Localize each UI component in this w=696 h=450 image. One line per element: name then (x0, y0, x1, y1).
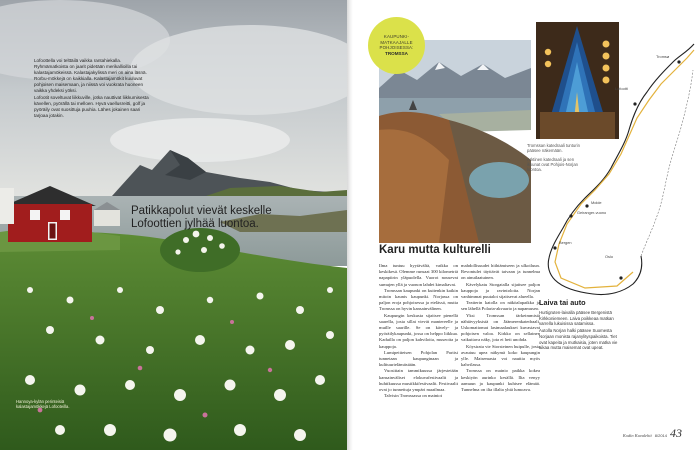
sidebar-paragraph: Hurtigruten-laivalla pääsee Bergenistä Kirkkoniemeen. Laiva poikkeaa matkan varrella lukuisissa satamissa. (539, 310, 614, 327)
photo-caption: Hannoya-kylän perinteisiä kalastajamökkejä Lofooteilla. (16, 399, 70, 409)
article-paragraph: Ilma tuntuu hyytävältä, vaikka on keskikesä. Olemme runsaat 300 kilometriä napapiirin yläpuolella. Vuorot nousevat sumujen yllä ja vuonon lahdet kimaltavat. (379, 263, 458, 287)
article-paragraph: Tromssan kaupunki on kuitenkin kaikin mitoin kaunis kaupunki. Norjassa on paljon eroja pohjoisessa ja etelässä, mutta Tromssa on hyvin kansainvälinen. (379, 287, 458, 312)
city-dot (633, 102, 636, 105)
footer-issue: 8/2014 (654, 433, 667, 438)
city-badge (368, 17, 425, 74)
badge-line: POHJOISESSA: (379, 45, 414, 51)
article-paragraph: Talvisin Tromssassa on mainiot (384, 393, 442, 399)
sidebar-title: Laiva tai auto (539, 298, 586, 307)
article-paragraph: Kävelykatu Storgatalla sijaitsee paljon kauppoja ja ravintoloita. Norjan vanhimmat puutalot sijaitsevat alueella. (461, 281, 540, 300)
city-dot (569, 214, 572, 217)
sidebar-paragraph: Autolla Norjan halki pääsee Suomesta Norjaan monista rajanylityspaikoista. Tiet ovat kapeita ja mutkaisia, joten matka vie aikaa mutta maisemat ovat upeat. (539, 328, 618, 351)
intro-text (34, 58, 152, 119)
city-dot (553, 246, 556, 249)
city-dot (677, 60, 680, 63)
map-label-bergen: Bergen (559, 240, 572, 245)
article-paragraph: Yksi Tromssan tärkeimmistä nähtävyyksistä on Jäämerenkatedraali. Uskomattomat lasimaalaukset kuvastavat pohjoisen valoa. Kirkko on sellainen vaikuttava näky, jota ei heti unohda. (461, 312, 540, 343)
map-label-oslo: Oslo (605, 254, 613, 259)
sidebar-text (539, 310, 625, 351)
article-paragraph: Tromssa on mainio paikka kokea keskiyön aurinko kesällä. Ilta venyy aamuun ja kaupunki kuhisee elämää. Tunnelma on ilta illalta yhtä lumoava. (461, 368, 540, 393)
article-paragraph: Lumipeitteisen Pohjolan Pariisi tunnetaan kaupunginaan ja kulttuurielämästään. (379, 349, 458, 368)
article-column-1 (379, 263, 458, 399)
flower-bush (160, 228, 240, 272)
section-title: Karu mutta kulturelli (379, 244, 491, 256)
intro-paragraph: Rorbu-mökkejä on kaikkialla. Kalastajamökit kuuluvat pohjoisen maisemaan, ja niissä voi vuokrata huoneen vaikka yhdeksi yöksi. (34, 76, 144, 94)
left-page (0, 0, 347, 450)
caption-paragraph: Tromssan katedraali tunturin pääsee näkemään. (527, 143, 580, 153)
badge-line: KAUPUNKI- (383, 34, 410, 40)
badge-line: MATKAAJALLE (380, 39, 413, 45)
norway-map (537, 40, 696, 330)
badge-city: TROMSSA (385, 50, 408, 56)
page-number: 43 (670, 426, 682, 440)
article-paragraph: mahdollisuudet hiihtämiseen ja ulkoiluun. Revontulet täyttävät taivaan ja tunnelma on ainutlaatuinen. (461, 263, 540, 281)
map-label-molde: Molde (591, 200, 602, 205)
map-label-tromso: Tromsø (656, 54, 670, 59)
map-label-lofoten: Lofootit (615, 86, 628, 91)
city-dot (585, 204, 588, 207)
city-dot (619, 276, 622, 279)
travel-sidebar (539, 298, 625, 351)
article-paragraph: Vuosittain tammikuussa järjestetään kansainväliset elokuvafestivaalit ja huhtikuussa musiikkifestivaalit. Festivaalit ovat jo tunnettuja ympäri maailmaa. (379, 368, 458, 393)
article-paragraph: Köysirata vie Storsteinen huipulle, josta avautuu upea näkymä koko kaupungin ylle. Maisemasta voi nauttia myös kahvilassa. (461, 343, 540, 368)
article-paragraph: Teatterin katolla on näköalapaikka ja sen lähellä Polaria-akvaario ja napamuseo. (461, 300, 540, 312)
caption-paragraph: Arktinen katedraali ja sen ikkunat ovat Pohjois-Norjan luontoa. (527, 157, 578, 172)
page-footer (623, 426, 682, 441)
intro-paragraph: Lofoottella voi telttäilä vaikka rantahiekalla. Ryhmämatkoista on jaarit pidetään merikallioilla tai kalastajamökeissä. Kalastajakylissä meri on aina läsnä. (34, 58, 147, 76)
right-page (353, 0, 696, 450)
article-paragraph: Kaupungin keskusta sijaitsee pienellä saarella, josta sillat vievät mantereelle ja muille saarille. Se on kävely- ja pyöräilykaupunki, jossa on helppo liikkua. Kaduilla on paljon kahviloita, museoita ja kauppoja. (379, 312, 458, 349)
map-label-geiranger: Geiranger-vuono (577, 210, 607, 215)
article-column-2 (461, 263, 540, 393)
headline: Patikkapolut vievät keskelle Lofoottien jylhää luontoa. (131, 205, 272, 230)
footer-magazine: Kodin Kuvalehti (622, 433, 652, 438)
cloud (110, 118, 290, 162)
coastline (548, 44, 694, 295)
intro-paragraph: Lofootit soveltuvat liikkuville, jotka nauttivat liikkumisesta kävellen, pyörällä tai melloen. Hyvä vaellusreitti, golf ja pyöräily ovat suosittuja puuhia. Lähes jokainen saari tarjoaa jotakin. (34, 94, 149, 118)
inland-border (641, 70, 693, 256)
